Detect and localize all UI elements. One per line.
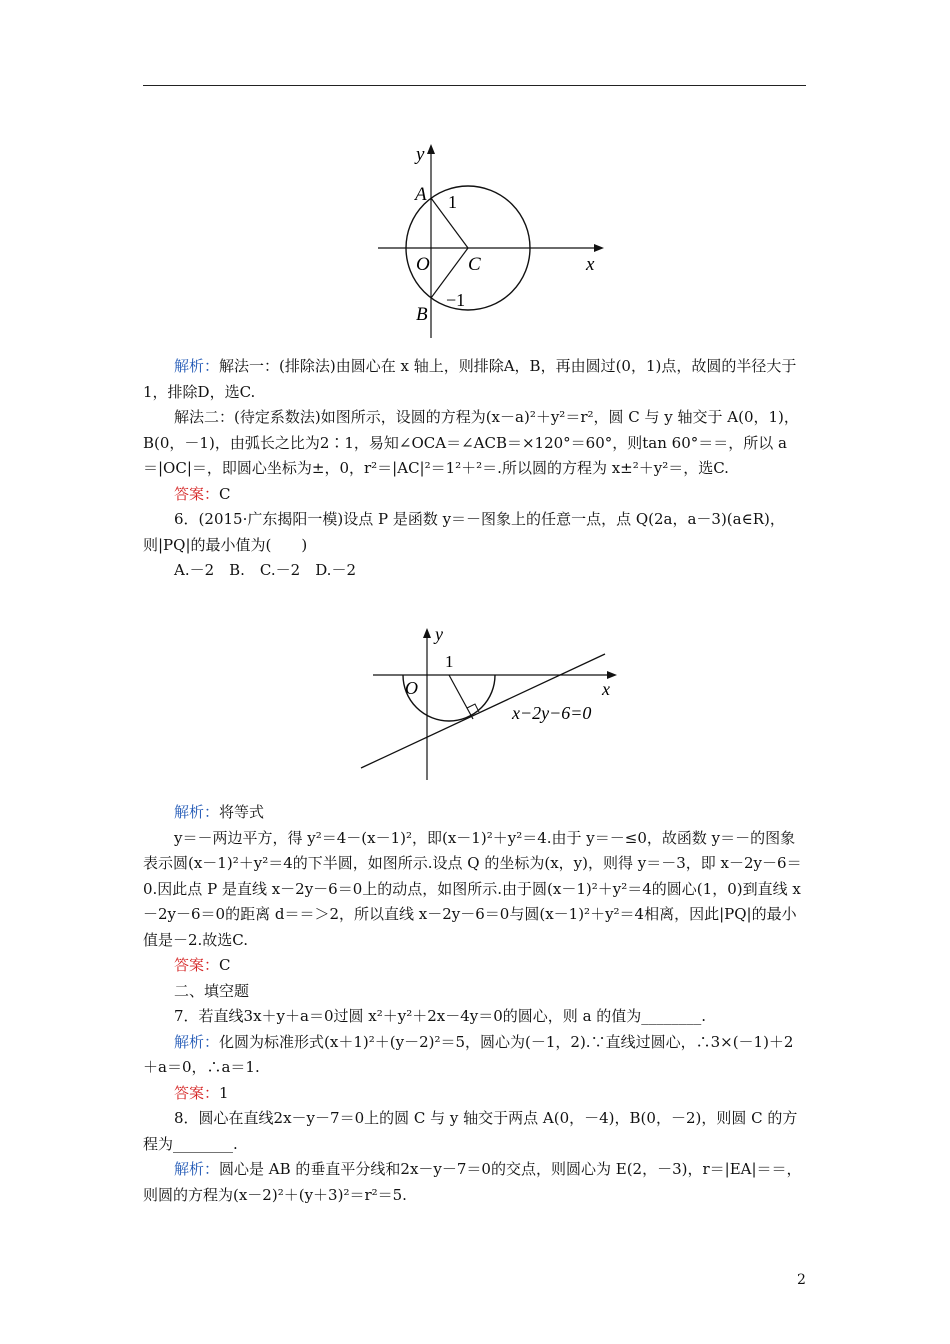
semicircle-line-diagram — [355, 622, 625, 784]
x-axis-arrow-icon — [594, 244, 604, 252]
label-b: B — [416, 304, 428, 325]
q5-answer-value: C — [219, 484, 231, 503]
q6-answer-label: 答案： — [174, 956, 220, 974]
y-axis-arrow-icon — [427, 144, 435, 154]
q6-jiexi-head — [143, 800, 808, 826]
label-x: x — [602, 679, 610, 699]
q6-answer — [143, 953, 808, 979]
q5-answer — [143, 482, 808, 508]
label-c: C — [468, 254, 481, 275]
q6-jiexi-head-text: 将等式 — [219, 803, 265, 821]
circle-diagram — [370, 138, 610, 343]
q6-stem: 6．(2015·广东揭阳一模)设点 P 是函数 y＝－图象上的任意一点，点 Q(2a，a－3)(a∈R)，则|PQ|的最小值为( ) — [143, 510, 785, 554]
q8-jiexi-body: 圆心是 AB 的垂直平分线和2x－y－7＝0的交点，则圆心为 E(2，－3)，r＝|EA|＝＝，则圆的方程为(x－2)²＋(y＋3)²＝r²＝5. — [143, 1160, 802, 1204]
q5-jiexi-label: 解析： — [174, 357, 220, 375]
page-number: 2 — [797, 1272, 806, 1288]
label-y: y — [416, 144, 425, 165]
q7-answer-label: 答案： — [174, 1083, 220, 1102]
label-a: A — [415, 184, 427, 205]
label-neg-one: −1 — [446, 290, 466, 310]
q7-stem: 7．若直线3x＋y＋a＝0过圆 x²＋y²＋2x－4y＝0的圆心，则 a 的值为________. — [174, 1007, 707, 1025]
q8-stem: 8．圆心在直线2x－y－7＝0上的圆 C 与 y 轴交于两点 A(0，－4)，B(0，－2)，则圆 C 的方程为________. — [143, 1109, 798, 1153]
text-block-bottom — [143, 800, 808, 1208]
label-y: y — [435, 624, 443, 644]
label-o: O — [405, 678, 418, 698]
q7-answer-value: 1 — [219, 1083, 229, 1102]
q5-method1-text: 解法一：(排除法)由圆心在 x 轴上，则排除A，B，再由圆过(0，1)点，故圆的半径大于1，排除D，选C. — [143, 357, 797, 401]
q6-options: A.－2 B. C.－2 D.－2 — [174, 561, 356, 579]
q5-answer-label: 答案： — [174, 484, 220, 503]
q8-jiexi — [143, 1157, 808, 1208]
line-equation-label: x−2y−6=0 — [512, 703, 592, 723]
label-one: 1 — [448, 192, 457, 212]
q7-answer — [143, 1081, 808, 1107]
label-x: x — [586, 254, 595, 275]
x-axis-arrow-icon — [607, 671, 617, 679]
q6-jiexi-label: 解析： — [174, 803, 220, 821]
q5-method2: 解法二：(待定系数法)如图所示，设圆的方程为(x－a)²＋y²＝r²，圆 C 与 y 轴交于 A(0，1)，B(0，－1)，由弧长之比为2∶1，易知∠OCA＝∠ACB＝×120°＝60°，则tan 60°＝＝，所以 a＝|OC|＝，即圆心坐标为±，0，r²＝|AC|²＝1²＋²＝.所以圆的方程为 x±²＋y²＝，选C. — [143, 408, 799, 477]
section-title: 二、填空题 — [174, 981, 250, 1000]
q6-jiexi-body: y＝－两边平方，得 y²＝4－(x－1)²，即(x－1)²＋y²＝4.由于 y＝－≤0，故函数 y＝－的图象表示圆(x－1)²＋y²＝4的下半圆，如图所示.设点 Q 的坐标为(x，y)，则得 y＝－3，即 x－2y－6＝0.因此点 P 是直线 x－2y－6＝0上的动点，如图所示.由于圆(x－1)²＋y²＝4的圆心(1，0)到直线 x－2y－6＝0的距离 d＝＝＞2，所以直线 x－2y－6＝0与圆(x－1)²＋y²＝4相离，因此|PQ|的最小值是－2.故选C. — [143, 828, 802, 949]
label-one: 1 — [445, 652, 454, 671]
q6-answer-value: C — [219, 956, 231, 974]
q7-jiexi — [143, 1030, 808, 1081]
text-block-top — [143, 354, 808, 584]
q5-method1 — [143, 354, 808, 405]
label-o: O — [416, 254, 430, 275]
q7-jiexi-label: 解析： — [174, 1032, 220, 1051]
q8-jiexi-label: 解析： — [174, 1160, 220, 1178]
perpendicular-segment — [449, 675, 473, 719]
header-rule — [143, 85, 806, 86]
q7-jiexi-body: 化圆为标准形式(x＋1)²＋(y－2)²＝5，圆心为(－1，2).∵直线过圆心，∴3×(－1)＋2＋a＝0，∴a＝1. — [143, 1032, 794, 1076]
y-axis-arrow-icon — [423, 628, 431, 638]
